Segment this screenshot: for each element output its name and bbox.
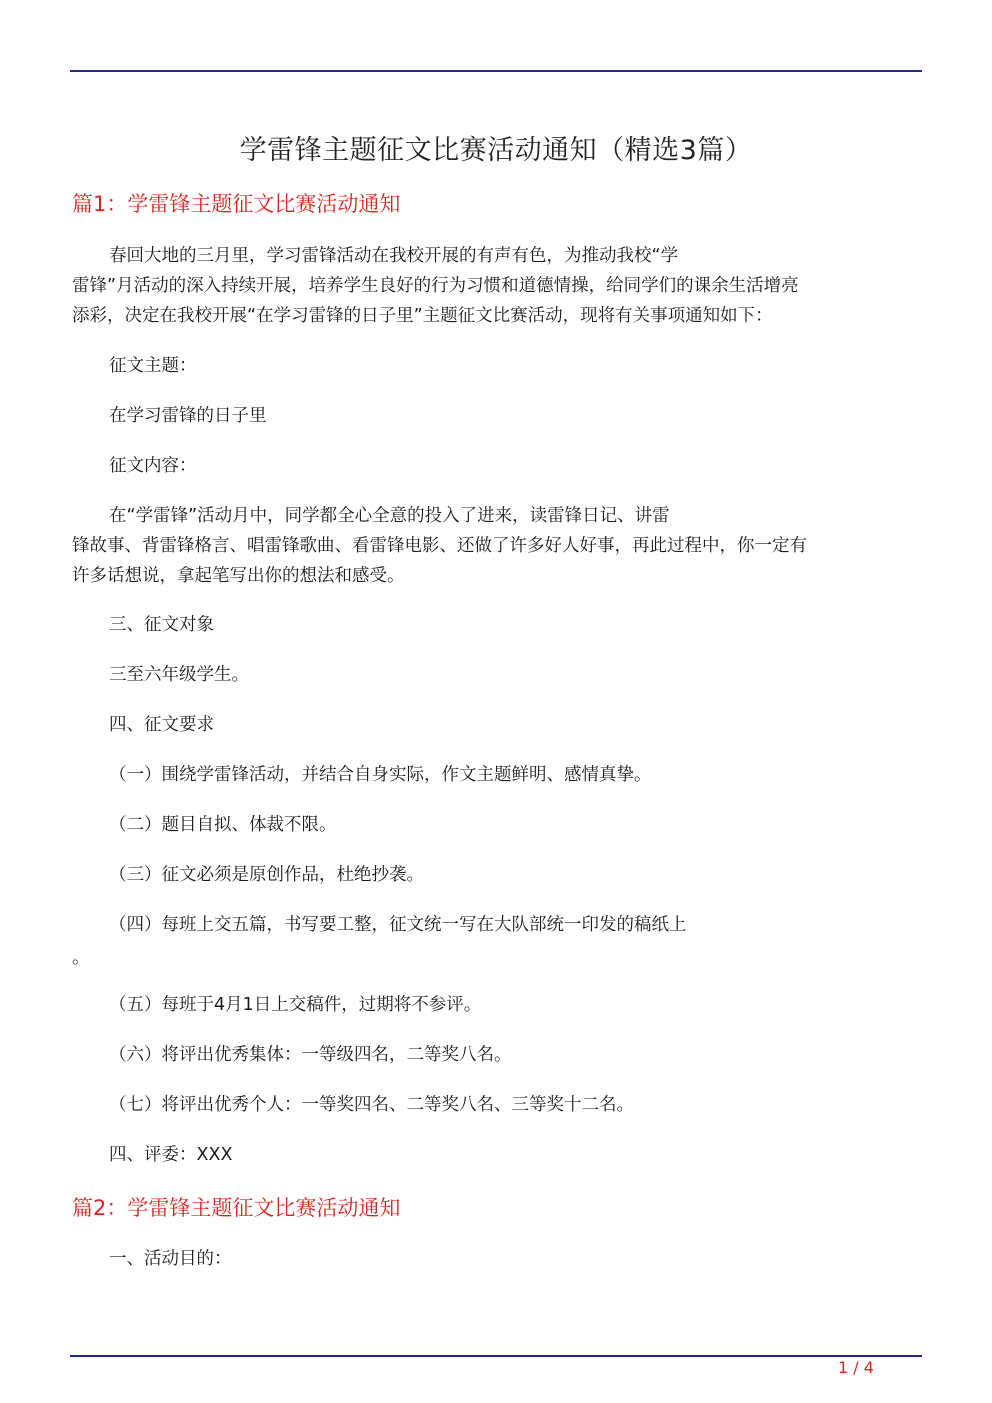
judges: 四、评委：XXX <box>109 1145 233 1165</box>
theme-label: 征文主题： <box>109 356 197 376</box>
requirement-1: （一）围绕学雷锋活动，并结合自身实际，作文主题鲜明、感情真挚。 <box>109 765 652 785</box>
section2-item-1: 一、活动目的： <box>109 1249 232 1269</box>
requirement-4: （四）每班上交五篇，书写要工整，征文统一写在大队部统一印发的稿纸上 <box>109 915 687 935</box>
requirement-7: （七）将评出优秀个人：一等奖四名、二等奖八名、三等奖十二名。 <box>109 1095 634 1115</box>
intro-line-2: 雷锋”月活动的深入持续开展，培养学生良好的行为习惯和道德情操，给同学们的课余生活增亮 <box>72 276 799 296</box>
content-line-3: 许多话想说，拿起笔写出你的想法和感受。 <box>72 566 405 586</box>
requirement-6: （六）将评出优秀集体：一等级四名，二等奖八名。 <box>109 1045 512 1065</box>
content-text <box>72 501 914 591</box>
page-number: 1 / 4 <box>838 1358 874 1377</box>
target-label: 三、征文对象 <box>109 615 214 635</box>
theme-value: 在学习雷锋的日子里 <box>109 406 267 426</box>
intro-line-1: 春回大地的三月里，学习雷锋活动在我校开展的有声有色，为推动我校“学 <box>109 246 679 266</box>
section2-heading: 篇2：学雷锋主题征文比赛活动通知 <box>72 1196 401 1220</box>
footer-rule <box>70 1355 922 1357</box>
section1-heading: 篇1：学雷锋主题征文比赛活动通知 <box>72 192 401 216</box>
content-label: 征文内容： <box>109 456 197 476</box>
requirement-2: （二）题目自拟、体裁不限。 <box>109 815 337 835</box>
section1-intro <box>72 241 914 331</box>
requirement-5: （五）每班于4月1日上交稿件，过期将不参评。 <box>109 995 482 1015</box>
content-line-1: 在“学雷锋”活动月中，同学都全心全意的投入了进来，读雷锋日记、讲雷 <box>109 506 670 526</box>
requirement-4-tail: 。 <box>72 948 90 968</box>
content-line-2: 锋故事、背雷锋格言、唱雷锋歌曲、看雷锋电影、还做了许多好人好事，再此过程中，你一定有 <box>72 536 807 556</box>
document-title: 学雷锋主题征文比赛活动通知（精选3篇） <box>239 135 753 166</box>
requirements-label: 四、征文要求 <box>109 715 214 735</box>
target-value: 三至六年级学生。 <box>109 665 249 685</box>
header-rule <box>70 70 922 72</box>
intro-line-3: 添彩，决定在我校开展“在学习雷锋的日子里”主题征文比赛活动，现将有关事项通知如下： <box>72 306 773 326</box>
requirement-3: （三）征文必须是原创作品，杜绝抄袭。 <box>109 865 424 885</box>
